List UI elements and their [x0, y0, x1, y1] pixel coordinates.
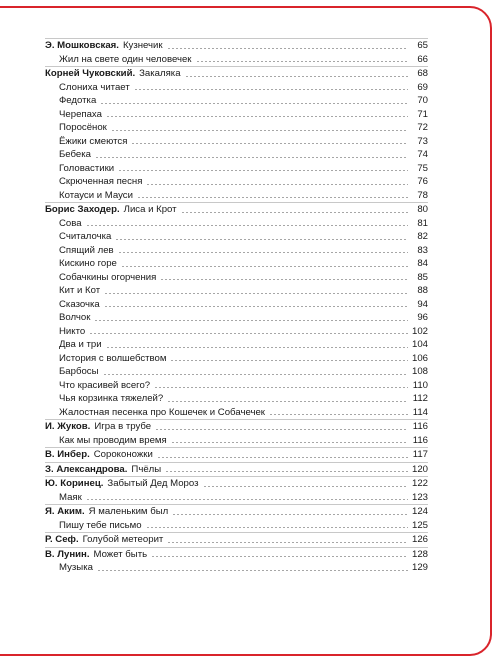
dot-leader [89, 333, 408, 334]
toc-entry-title [59, 379, 150, 393]
dot-leader [104, 306, 408, 307]
toc-entry-title [45, 477, 199, 491]
toc-entry-page-number: 108 [412, 366, 429, 377]
toc-entry-author: Борис Заходер. [45, 204, 120, 215]
dot-leader [167, 401, 408, 402]
dot-leader [185, 76, 408, 77]
toc-entry[interactable] [45, 447, 428, 462]
toc-entry-page-number: 80 [417, 204, 428, 215]
toc-entry-author: Э. Мошковская. [45, 40, 119, 51]
toc-entry-title [59, 257, 117, 271]
toc-entry-page-number: 110 [412, 379, 428, 391]
toc-entry[interactable] [45, 135, 428, 149]
toc-entry-page-number: 123 [412, 491, 429, 503]
toc-entry-work: Музыка [59, 562, 93, 573]
toc-entry-work: Что красивей всего? [59, 379, 151, 391]
toc-entry[interactable] [45, 202, 428, 217]
dot-leader [118, 252, 408, 253]
dot-leader [171, 442, 408, 443]
toc-entry[interactable] [45, 108, 428, 122]
toc-entry[interactable] [45, 338, 428, 352]
toc-entry-author: Ю. Коринец. [45, 478, 104, 489]
dot-leader [172, 514, 408, 515]
toc-entry-work: История с волшебством [59, 352, 167, 364]
toc-entry-work: Ёжики смеются [59, 135, 128, 147]
toc-entry-title [59, 148, 91, 162]
dot-leader [95, 157, 408, 158]
toc-entry-page-number: 69 [417, 81, 428, 93]
toc-entry-author: Р. Сеф. [45, 534, 79, 545]
toc-entry-page-number: 125 [412, 519, 429, 531]
toc-entry-work: Лиса и Крот [123, 204, 177, 215]
toc-entry-work: Я маленьким был [88, 506, 169, 517]
toc-entry-page-number: 129 [412, 562, 429, 573]
dot-leader [106, 116, 408, 117]
toc-entry-work: Федотка [59, 95, 97, 106]
toc-entry[interactable] [45, 519, 428, 533]
toc-entry-title [59, 491, 82, 505]
dot-leader [94, 320, 408, 321]
toc-entry[interactable] [45, 271, 428, 285]
toc-entry-page-number: 71 [417, 108, 428, 120]
toc-entry[interactable] [45, 53, 428, 67]
toc-entry-work: Скрюченная песня [59, 176, 143, 187]
toc-entry[interactable] [45, 81, 428, 95]
toc-entry-page-number: 78 [417, 189, 428, 201]
toc-entry-author: В. Инбер. [45, 449, 90, 460]
toc-entry-page-number: 65 [417, 40, 428, 51]
dot-leader [100, 103, 408, 104]
dot-leader [155, 429, 408, 430]
toc-entry-title [59, 365, 99, 379]
toc-entry[interactable] [45, 244, 428, 258]
toc-entry[interactable] [45, 491, 428, 505]
toc-entry-title [59, 519, 142, 533]
toc-entry[interactable] [45, 434, 428, 448]
toc-entry-work: Пчёлы [131, 463, 162, 475]
toc-entry-work: Два и три [59, 339, 102, 350]
toc-entry-work: Кискино горе [59, 258, 117, 269]
dot-leader [170, 360, 408, 361]
toc-entry-author: Корней Чуковский. [45, 68, 136, 79]
toc-entry-title [45, 463, 161, 477]
toc-entry-work: Бебека [59, 149, 91, 160]
toc-entry-title [45, 505, 168, 519]
toc-entry-work: Забытый Дед Мороз [107, 478, 199, 489]
toc-entry-title [59, 81, 130, 95]
toc-entry-page-number: 126 [412, 534, 429, 545]
toc-entry-title [59, 217, 82, 231]
toc-entry-work: Кузнечик [122, 40, 163, 51]
toc-entry-author: З. Александрова. [45, 463, 128, 475]
toc-entry-work: Спящий лев [59, 244, 114, 256]
toc-entry[interactable] [45, 162, 428, 176]
toc-entry-work: Жалостная песенка про Кошечек и Собачечек [59, 406, 265, 418]
toc-entry-page-number: 85 [417, 271, 428, 283]
toc-entry-page-number: 124 [412, 506, 429, 517]
toc-entry-title [59, 271, 156, 285]
toc-entry-author: И. Жуков. [45, 421, 91, 432]
toc-entry-page-number: 74 [417, 149, 428, 160]
toc-entry-page-number: 66 [417, 53, 428, 65]
toc-entry-work: Кит и Кот [59, 285, 101, 296]
toc-entry-title [59, 108, 102, 122]
toc-entry-work: Головастики [59, 162, 115, 174]
toc-entry-page-number: 114 [412, 406, 428, 418]
toc-entry[interactable] [45, 561, 428, 575]
toc-entry-title [59, 284, 100, 298]
toc-entry-page-number: 122 [412, 478, 429, 489]
toc-entry-page-number: 112 [412, 393, 428, 404]
toc-entry-page-number: 75 [417, 162, 428, 174]
table-of-contents [45, 38, 428, 575]
toc-entry-title [59, 175, 142, 189]
toc-entry-title [45, 67, 181, 81]
dot-leader [157, 457, 408, 458]
toc-entry-page-number: 72 [417, 122, 428, 133]
dot-leader [121, 266, 408, 267]
toc-entry-work: Сказочка [59, 298, 100, 310]
toc-entry-title [45, 203, 177, 217]
toc-entry-title [59, 94, 96, 108]
toc-entry-title [59, 434, 167, 448]
toc-entry[interactable] [45, 532, 428, 547]
toc-entry-title [59, 561, 93, 575]
toc-entry[interactable] [45, 406, 428, 420]
toc-entry-work: Считалочка [59, 231, 112, 242]
toc-entry-work: Пишу тебе письмо [59, 519, 142, 531]
toc-entry-page-number: 106 [412, 352, 429, 364]
toc-entry-work: Котауси и Мауси [59, 189, 133, 201]
toc-entry-page-number: 82 [417, 231, 428, 242]
toc-entry-title [45, 448, 153, 462]
dot-leader [97, 570, 408, 571]
toc-entry-page-number: 128 [412, 548, 429, 560]
toc-entry-work: Голубой метеорит [82, 534, 164, 545]
dot-leader [118, 170, 408, 171]
toc-entry[interactable] [45, 94, 428, 108]
toc-entry-title [59, 121, 107, 135]
dot-leader [154, 387, 408, 388]
toc-entry-page-number: 70 [417, 95, 428, 106]
toc-entry-work: Жил на свете один человечек [59, 53, 192, 65]
toc-entry-work: Барбосы [59, 366, 99, 377]
dot-leader [167, 48, 408, 49]
dot-leader [181, 212, 408, 213]
toc-entry-page-number: 68 [417, 68, 428, 79]
toc-entry[interactable] [45, 476, 428, 491]
dot-leader [146, 527, 408, 528]
toc-entry-page-number: 76 [417, 176, 428, 187]
dot-leader [111, 130, 408, 131]
toc-entry[interactable] [45, 504, 428, 519]
toc-entry[interactable] [45, 298, 428, 312]
toc-entry-work: Закаляка [139, 68, 181, 79]
toc-entry-title [59, 298, 100, 312]
dot-leader [196, 61, 408, 62]
dot-leader [104, 293, 408, 294]
toc-entry-work: Собачкины огорчения [59, 271, 157, 283]
toc-entry[interactable] [45, 66, 428, 81]
dot-leader [269, 414, 408, 415]
toc-entry-work: Поросёнок [59, 122, 107, 133]
toc-entry[interactable] [45, 284, 428, 298]
toc-entry[interactable] [45, 121, 428, 135]
toc-entry-work: Черепаха [59, 108, 102, 120]
toc-entry-title [59, 392, 163, 406]
dot-leader [203, 486, 408, 487]
toc-entry-title [59, 325, 85, 339]
dot-leader [137, 197, 408, 198]
toc-entry-page-number: 102 [412, 325, 429, 337]
toc-entry-title [59, 338, 102, 352]
toc-entry-page-number: 94 [417, 298, 428, 310]
toc-entry-work: Никто [59, 325, 86, 337]
toc-entry-work: Волчок [59, 312, 91, 323]
toc-entry-title [59, 406, 265, 420]
toc-entry-page-number: 81 [417, 217, 428, 229]
toc-entry-work: Слониха читает [59, 81, 130, 93]
toc-entry[interactable] [45, 311, 428, 325]
dot-leader [131, 143, 408, 144]
toc-entry-work: Игра в трубе [94, 421, 152, 432]
toc-entry-page-number: 104 [412, 339, 429, 350]
dot-leader [134, 89, 408, 90]
toc-entry[interactable] [45, 419, 428, 434]
toc-entry-page-number: 83 [417, 244, 428, 256]
toc-entry-title [59, 53, 192, 67]
dot-leader [106, 347, 408, 348]
dot-leader [86, 225, 408, 226]
toc-entry[interactable] [45, 462, 428, 477]
toc-entry-page-number: 96 [417, 312, 428, 323]
dot-leader [160, 279, 408, 280]
dot-leader [86, 499, 408, 500]
toc-entry-work: Может быть [93, 548, 148, 560]
toc-entry[interactable] [45, 38, 428, 53]
toc-entry-page-number: 88 [417, 285, 428, 296]
toc-entry-title [59, 135, 127, 149]
toc-entry[interactable] [45, 148, 428, 162]
toc-entry-work: Чья корзинка тяжелей? [59, 393, 164, 404]
toc-entry-page-number: 73 [417, 135, 428, 147]
toc-entry[interactable] [45, 392, 428, 406]
dot-leader [151, 556, 408, 557]
dot-leader [146, 184, 408, 185]
toc-entry-page-number: 116 [412, 421, 428, 432]
toc-entry-title [45, 548, 147, 562]
toc-entry-title [59, 311, 90, 325]
toc-entry[interactable] [45, 217, 428, 231]
toc-entry[interactable] [45, 379, 428, 393]
toc-entry-work: Маяк [59, 491, 82, 503]
dot-leader [115, 239, 408, 240]
toc-entry-title [59, 244, 114, 258]
toc-entry[interactable] [45, 325, 428, 339]
toc-entry-title [59, 162, 114, 176]
toc-entry-title [45, 420, 151, 434]
toc-entry[interactable] [45, 189, 428, 203]
dot-leader [165, 471, 408, 472]
toc-entry-title [59, 189, 133, 203]
toc-entry[interactable] [45, 230, 428, 244]
toc-entry-work: Как мы проводим время [59, 434, 167, 446]
toc-entry-page-number: 84 [417, 258, 428, 269]
toc-entry-title [59, 230, 111, 244]
toc-entry[interactable] [45, 365, 428, 379]
toc-entry[interactable] [45, 175, 428, 189]
toc-entry-title [45, 533, 163, 547]
toc-entry-title [59, 352, 166, 366]
toc-entry[interactable] [45, 257, 428, 271]
toc-entry-work: Сороконожки [93, 449, 153, 460]
toc-entry-author: Я. Аким. [45, 506, 85, 517]
toc-entry-author: В. Лунин. [45, 548, 90, 560]
toc-entry-title [45, 39, 163, 53]
toc-entry-page-number: 120 [412, 463, 429, 475]
toc-entry-page-number: 116 [412, 434, 428, 446]
dot-leader [103, 374, 409, 375]
toc-entry[interactable] [45, 547, 428, 562]
toc-entry-page-number: 117 [412, 449, 428, 460]
dot-leader [167, 542, 408, 543]
toc-entry[interactable] [45, 352, 428, 366]
toc-entry-work: Сова [59, 217, 82, 229]
